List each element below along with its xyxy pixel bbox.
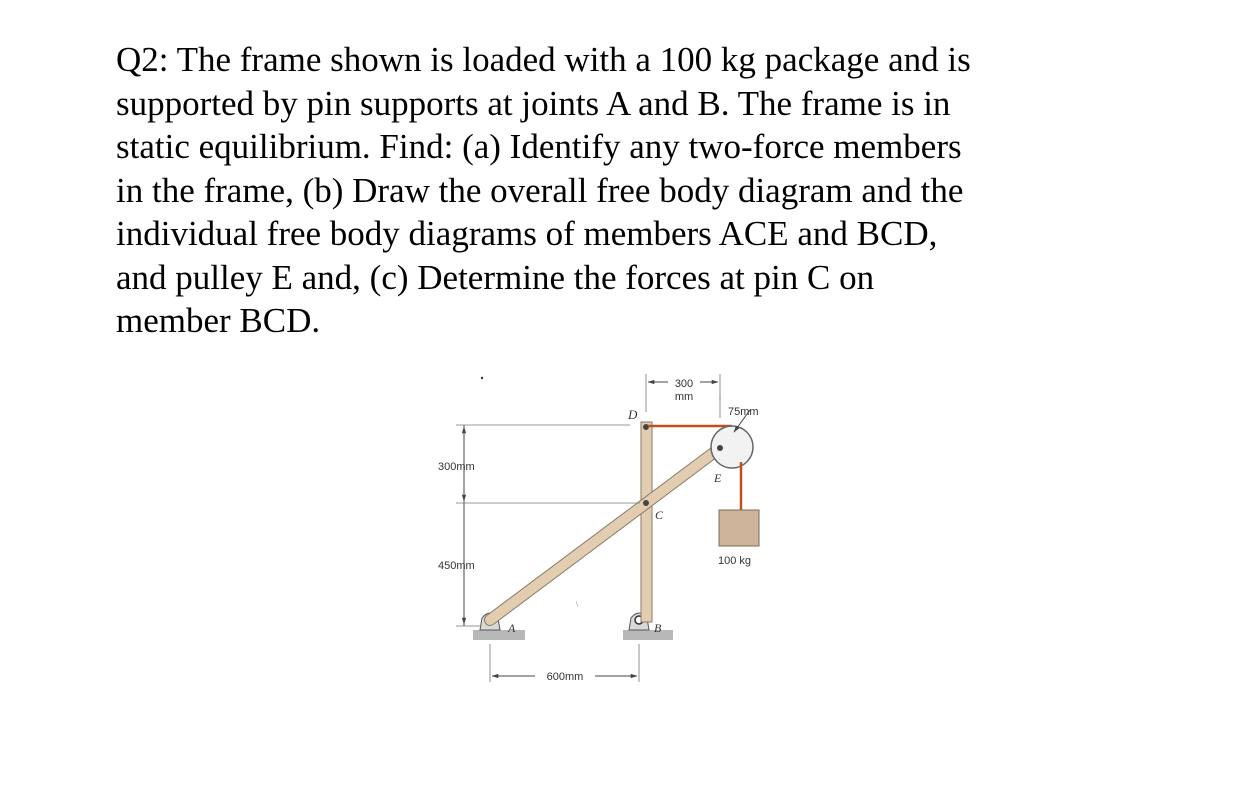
label-E: E [714,471,722,485]
member-ACE [490,448,720,620]
question-line: member BCD. [116,301,321,340]
dim-height-lower-label: 450mm [438,560,475,572]
question-line: supported by pin supports at joints A and B. The frame is in [116,83,951,123]
frame-figure [420,360,800,700]
load-label: 100 kg [718,555,752,567]
question-line: individual free body diagrams of members ACE and BCD, [116,214,938,253]
dim-radius-label: 75mm [728,406,759,418]
dim-height-upper-label: 300mm [438,461,475,473]
label-C: C [655,508,664,522]
ground-A [473,630,525,640]
stray-mark [481,377,483,379]
pulley-hub [717,445,723,451]
dim-top-span-value: 300 [674,378,694,390]
question-line: Q2: The frame shown is loaded with a 100 kg package and is [116,40,971,79]
member-BCD [641,422,652,622]
dim-width-label: 600mm [546,671,584,683]
ground-B [623,630,673,640]
frame-diagram [420,360,800,700]
pin-C [643,500,649,506]
question-line: static equilibrium. Find: (a) Identify any two-force members [116,127,962,166]
label-B: B [654,621,662,635]
stray-mark [576,601,578,607]
load-package [719,510,759,546]
question-line: in the frame, (b) Draw the overall free body diagram and the [116,170,964,210]
label-A: A [508,621,516,635]
question-line: and pulley E and, (c) Determine the forces at pin C on [116,257,875,297]
question-text [116,38,1076,343]
label-D: D [628,407,638,422]
dim-top-span-unit: mm [674,391,694,403]
